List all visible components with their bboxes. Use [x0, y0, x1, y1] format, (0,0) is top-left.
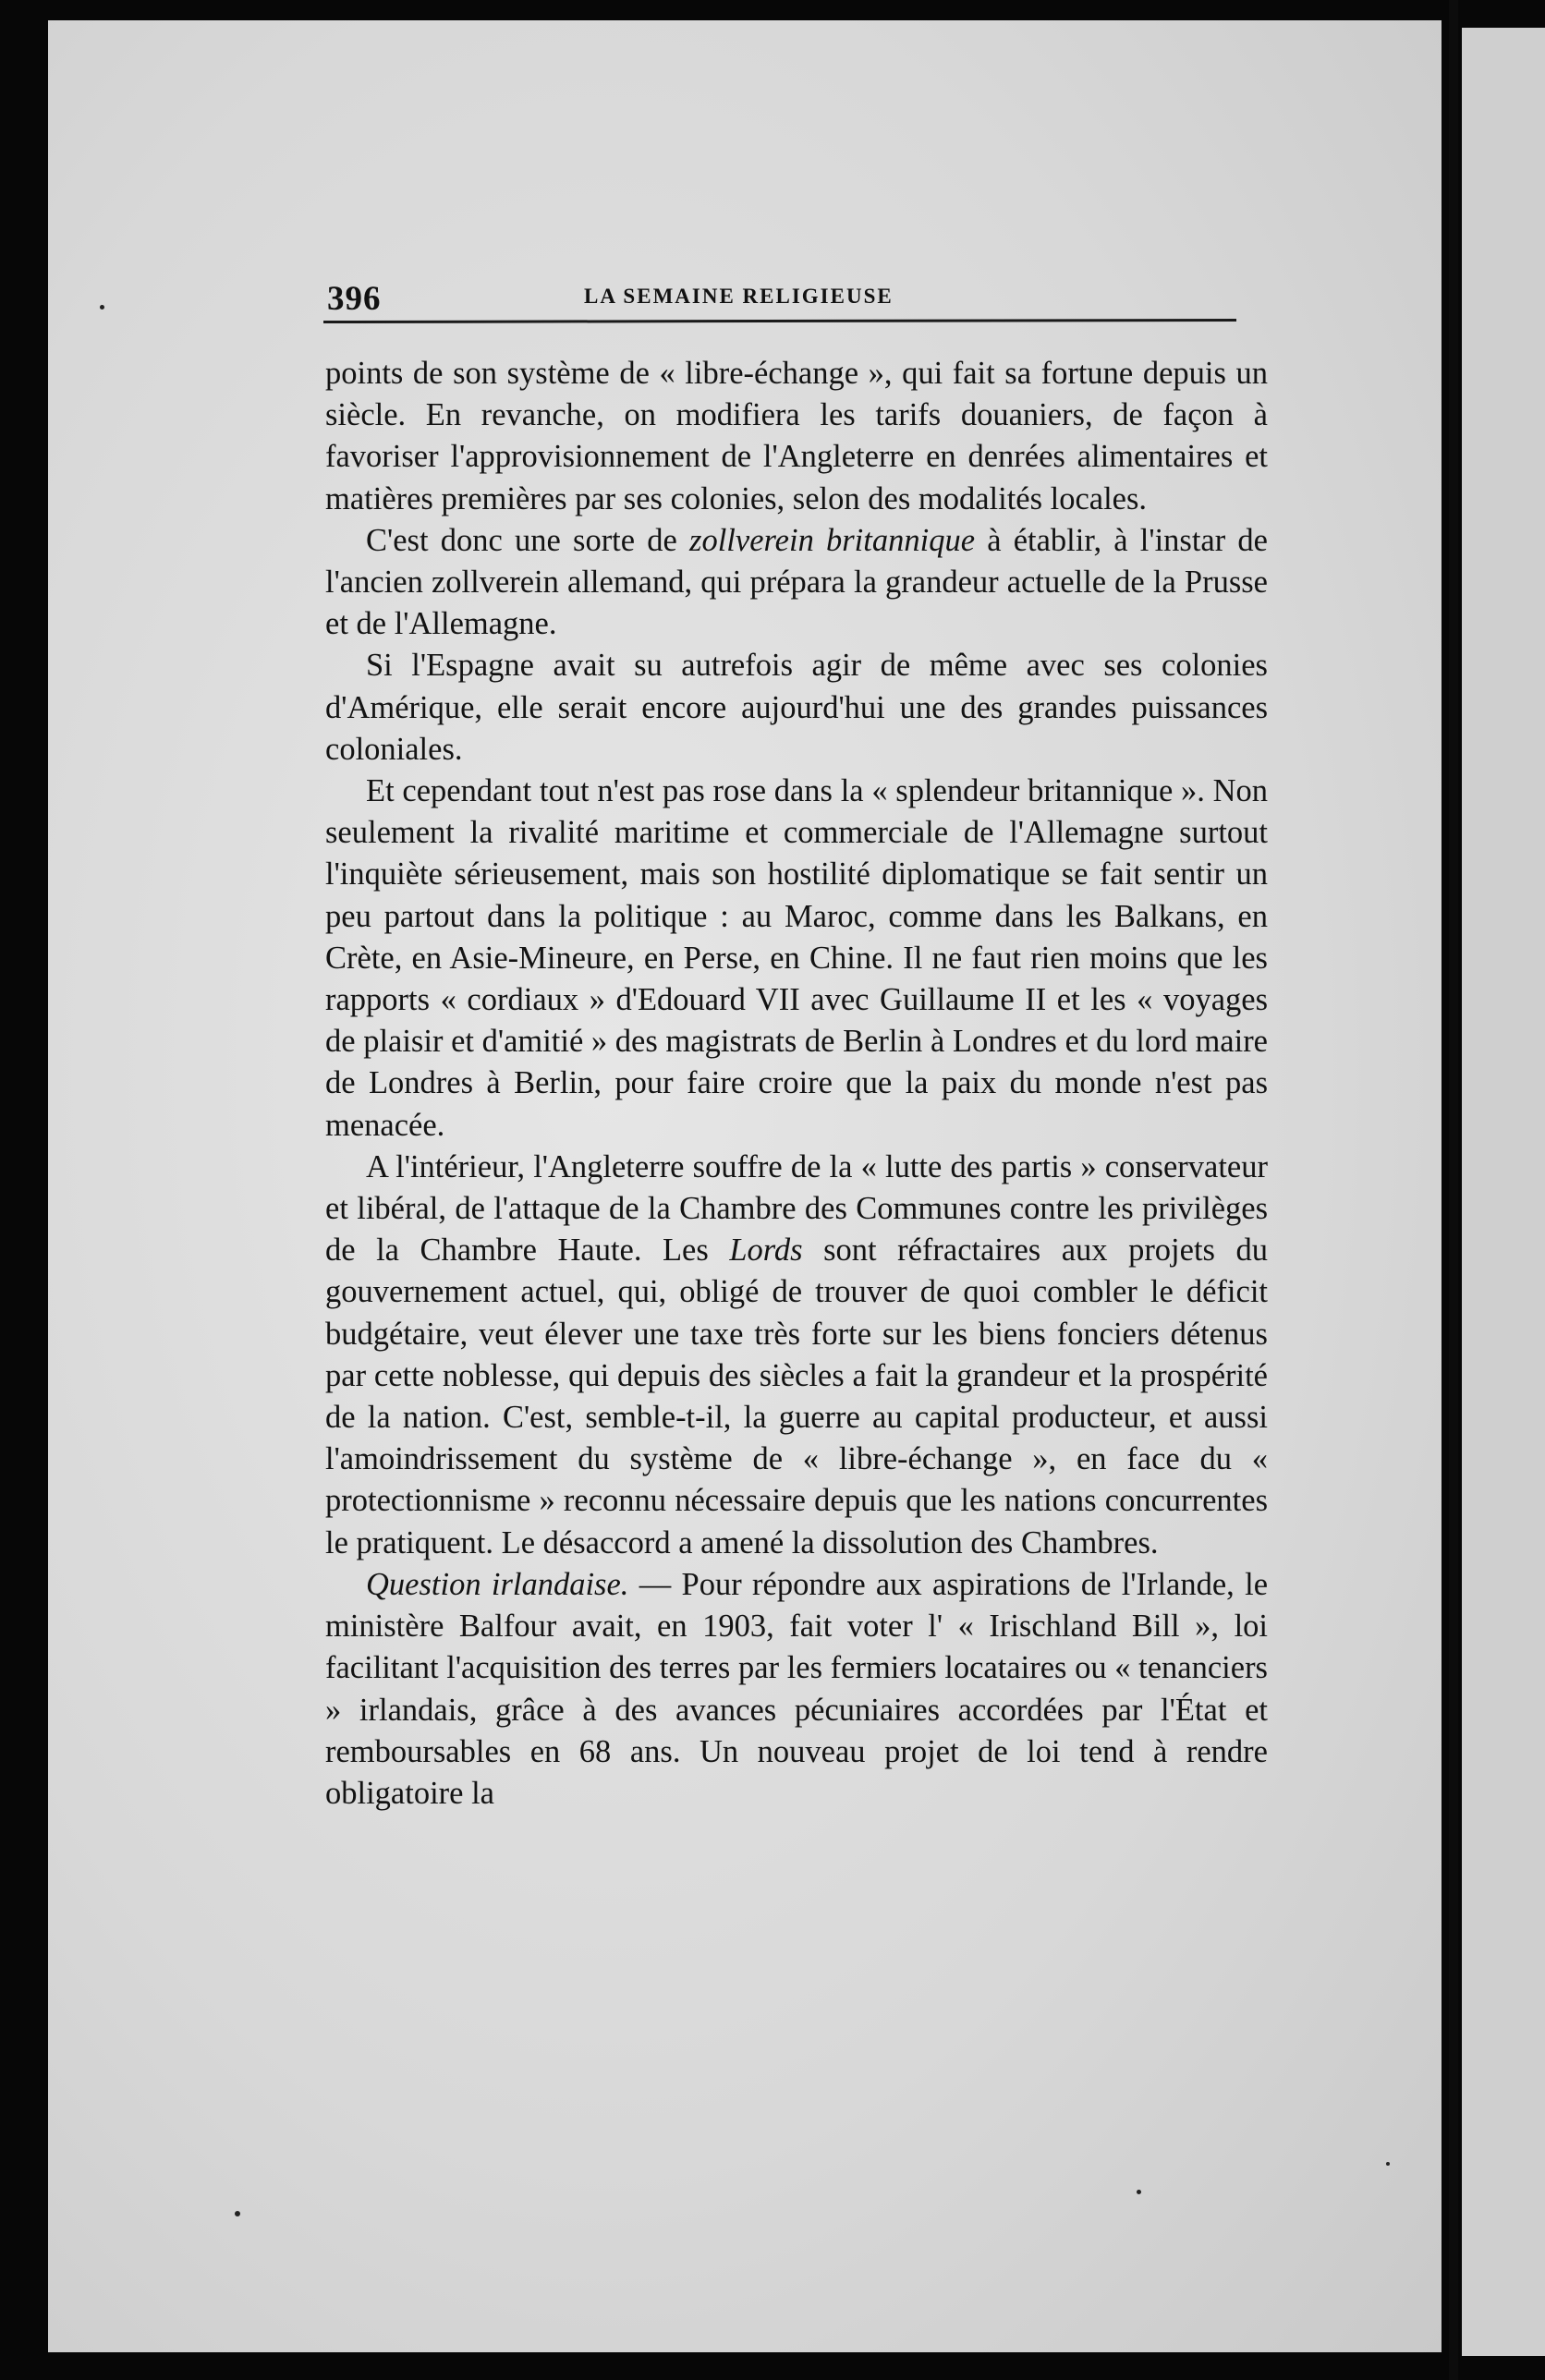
scan-speck	[1137, 2190, 1141, 2194]
paragraph-5-text-after: sont réfractaires aux projets du gouvernement actuel, qui, obligé de trouver de quoi combler le déficit budgétaire, veut élever une taxe très forte sur les biens fonciers détenus par cette noblesse, qui depuis des siècles a fait la grandeur et la prospérité de la nation. C'est, semble-t-il, la guerre au capital producteur, et aussi l'amoindrissement du système de « libre-échange », en face du « protectionnisme » reconnu nécessaire depuis que les nations concurrentes le pratiquent. Le désaccord a amené la dissolution des Chambres.	[325, 1232, 1268, 1560]
paragraph-1: points de son système de « libre-échange », qui fait sa fortune depuis un siècle. En revanche, on modifiera les tarifs douaniers, de façon à favoriser l'approvisionnement de l'Angleterre en denrées alimentaires et matières premières par ses colonies, selon des modalités locales.	[325, 356, 1268, 516]
paragraph-2-emphasis: zollverein britannique	[689, 522, 976, 558]
scan-speck	[100, 305, 104, 310]
section-heading-question-irlandaise: Question irlandaise.	[366, 1566, 629, 1602]
paragraph-5-text-before: A l'intérieur, l'Angleterre souffre de la « lutte des partis » conservateur et libéral, de l'attaque de la Chambre des Communes contre les privilèges de la Chambre Haute. Les	[325, 1148, 1268, 1269]
body-text	[325, 353, 1268, 1815]
scan-speck	[1386, 2162, 1390, 2166]
paragraph-5-emphasis: Lords	[729, 1232, 803, 1269]
paragraph-3: Si l'Espagne avait su autrefois agir de même avec ses colonies d'Amérique, elle serait encore aujourd'hui une des grandes puissances coloniales.	[325, 648, 1268, 767]
paragraph-5	[325, 1147, 1268, 1564]
paragraph-2	[325, 520, 1268, 646]
paragraph-2-text-after: à établir, à l'instar de l'ancien zollverein allemand, qui prépara la grandeur actuelle de la Prusse et de l'Allemagne.	[325, 522, 1268, 642]
adjacent-page-edge	[1462, 28, 1545, 2356]
paragraph-4: Et cependant tout n'est pas rose dans la « splendeur britannique ». Non seulement la rivalité maritime et commerciale de l'Allemagne surtout l'inquiète sérieusement, mais son hostilité diplomatique se fait sentir un peu partout dans la politique : au Maroc, comme dans les Balkans, en Crète, en Asie-Mineure, en Perse, en Chine. Il ne faut rien moins que les rapports « cordiaux » d'Edouard VII avec Guillaume II et les « voyages de plaisir et d'amitié » des magistrats de Berlin à Londres et du lord maire de Londres à Berlin, pour faire croire que la paix du monde n'est pas menacée.	[325, 773, 1268, 1143]
scan-speck	[235, 2211, 240, 2216]
paragraph-2-text-before: C'est donc une sorte de	[366, 522, 690, 558]
running-title: LA SEMAINE RELIGIEUSE	[584, 285, 894, 308]
page-gutter	[1449, 0, 1458, 2380]
paragraph-6	[325, 1564, 1268, 1815]
paragraph-6-text-after: — Pour répondre aux aspirations de l'Irlande, le ministère Balfour avait, en 1903, fait voter l' « Irischland Bill », loi facilitant l'acquisition des terres par les fermiers locataires ou « tenanciers » irlandais, grâce à des avances pécuniaires accordées par l'État et remboursables en 68 ans. Un nouveau projet de loi tend à rendre obligatoire la	[325, 1566, 1269, 1811]
page-number: 396	[327, 280, 382, 318]
